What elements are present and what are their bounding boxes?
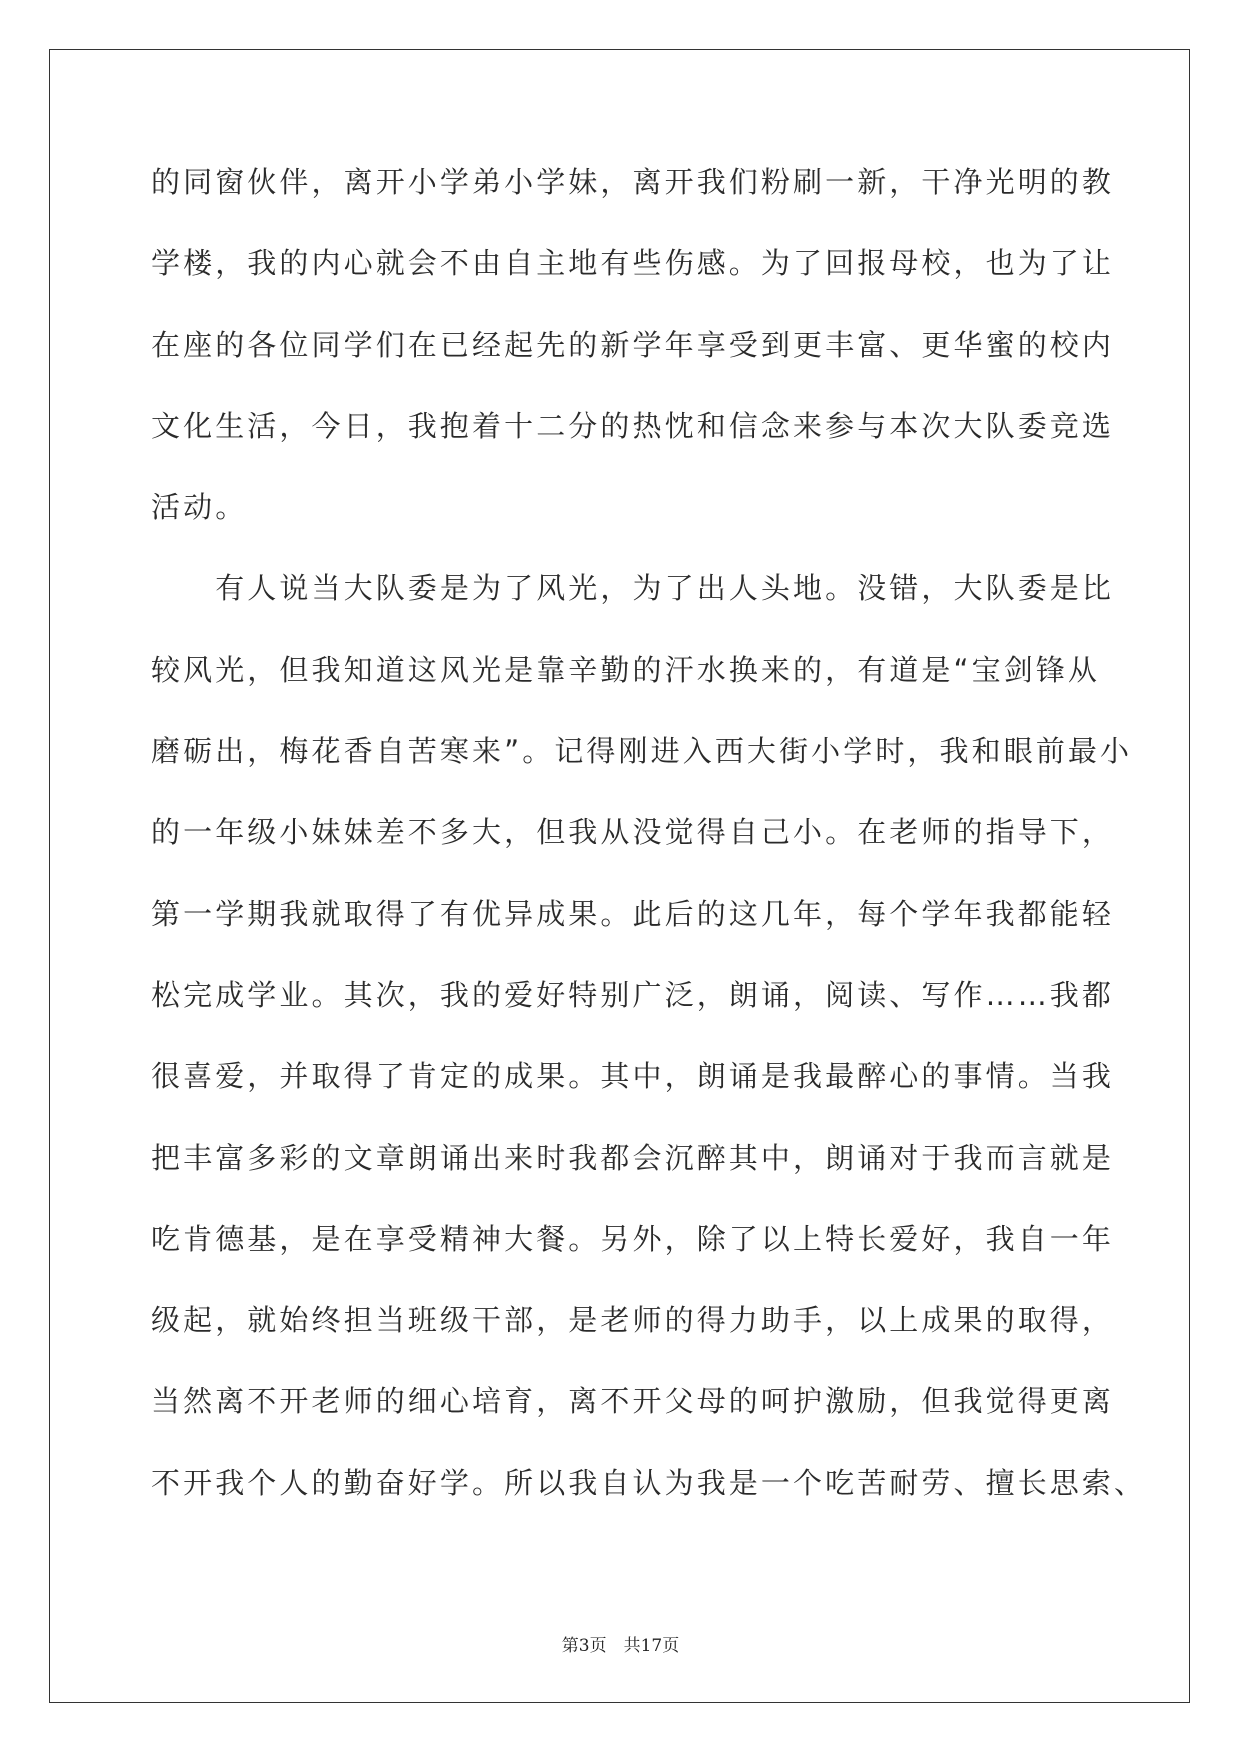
text-line: 有人说当大队委是为了风光，为了出人头地。没错，大队委是比: [151, 571, 1115, 606]
text-line: 很喜爱，并取得了肯定的成果。其中，朗诵是我最醉心的事情。当我: [151, 1059, 1115, 1094]
text-line: 的一年级小妹妹差不多大，但我从没觉得自己小。在老师的指导下，: [151, 815, 1115, 850]
text-line: 文化生活，今日，我抱着十二分的热忱和信念来参与本次大队委竞选: [151, 408, 1115, 443]
text-line: 较风光，但我知道这风光是靠辛勤的汗水换来的，有道是“宝剑锋从: [151, 652, 1101, 687]
text-line: 第一学期我就取得了有优异成果。此后的这几年，每个学年我都能轻: [151, 896, 1115, 931]
document-body: [151, 162, 1147, 1544]
text-line: 松完成学业。其次，我的爱好特别广泛，朗诵，阅读、写作……我都: [151, 977, 1115, 1012]
text-line: 磨砺出，梅花香自苦寒来”。记得刚进入西大街小学时，我和眼前最小: [151, 734, 1133, 769]
text-line: 把丰富多彩的文章朗诵出来时我都会沉醉其中，朗诵对于我而言就是: [151, 1140, 1115, 1175]
text-line: 在座的各位同学们在已经起先的新学年享受到更丰富、更华蜜的校内: [151, 327, 1115, 362]
text-line: 不开我个人的勤奋好学。所以我自认为我是一个吃苦耐劳、擅长思索、: [151, 1465, 1147, 1500]
text-line: 的同窗伙伴，离开小学弟小学妹，离开我们粉刷一新，干净光明的教: [151, 165, 1115, 199]
text-line: 级起，就始终担当班级干部，是老师的得力助手，以上成果的取得，: [151, 1303, 1115, 1338]
page-number-footer: 第3页 共17页: [561, 1636, 680, 1656]
text-line: 吃肯德基，是在享受精神大餐。另外，除了以上特长爱好，我自一年: [151, 1221, 1115, 1256]
text-line: 活动。: [151, 490, 248, 525]
text-line: 当然离不开老师的细心培育，离不开父母的呵护激励，但我觉得更离: [151, 1384, 1115, 1419]
text-line: 学楼，我的内心就会不由自主地有些伤感。为了回报母校，也为了让: [151, 246, 1115, 281]
